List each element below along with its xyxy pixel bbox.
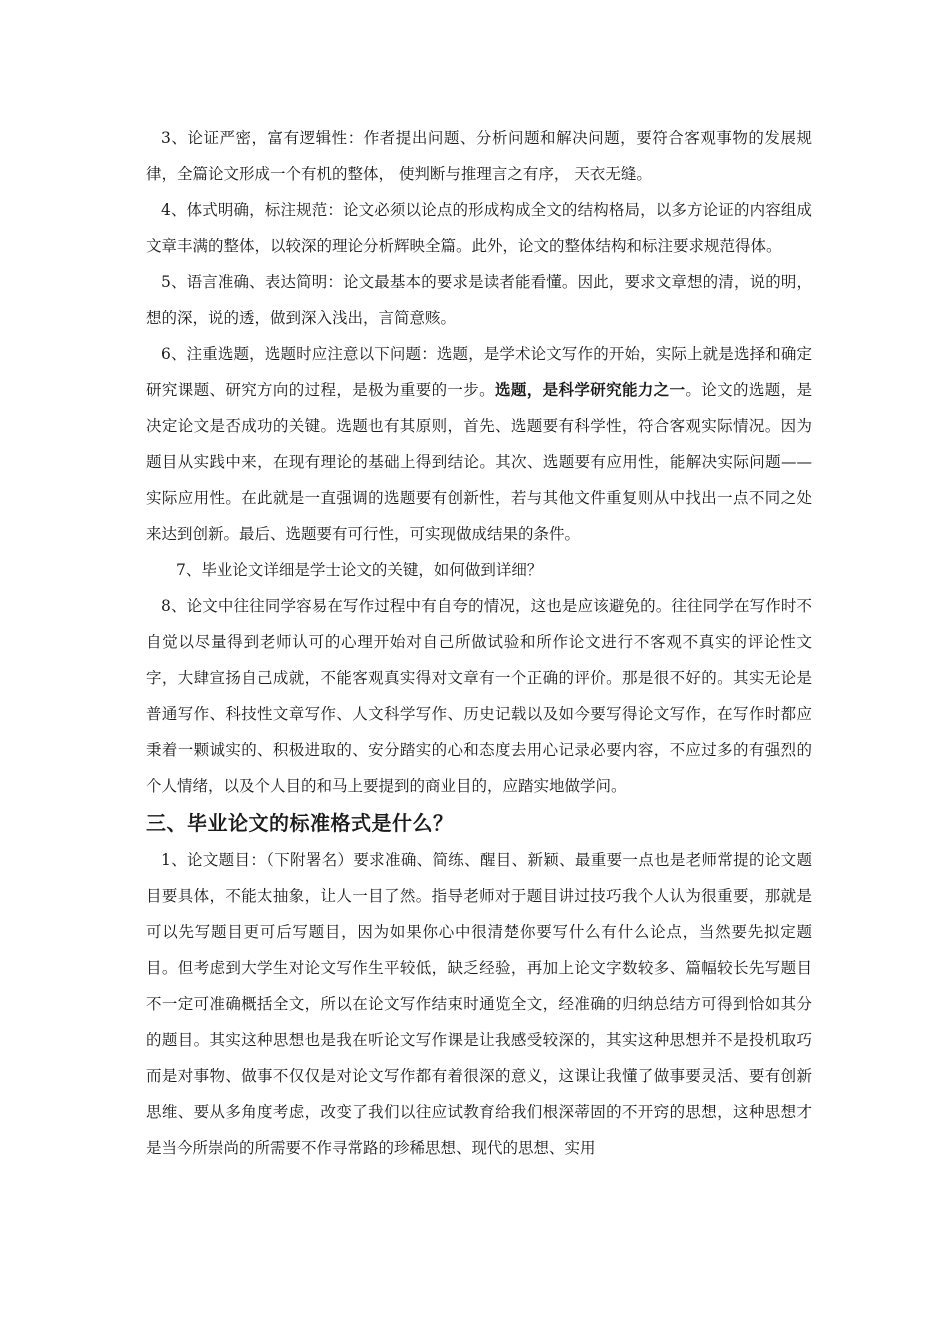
paragraph-topic-selection	[146, 336, 812, 552]
paragraph-logic	[146, 120, 812, 192]
emphasis-text: 选题，是科学研究能力之一	[495, 380, 686, 399]
document-body	[146, 120, 812, 1166]
paragraph-text: 1、论文题目：（下附署名）要求准确、简练、醒目、新颖、最重要一点也是老师常提的论文题目要具体，不能太抽象，让人一目了然。指导老师对于题目讲过技巧我个人认为很重要，那就是可以先写题目更可后写题目，因为如果你心中很清楚你要写什么有什么论点，当然要先拟定题目。但考虑到大学生对论文写作生平较低，缺乏经验，再加上论文字数较多、篇幅较长先写题目不一定可准确概括全文，所以在论文写作结束时通览全文，经准确的归纳总结方可得到恰如其分的题目。其实这种思想也是我在听论文写作课是让我感受较深的，其实这种思想并不是投机取巧而是对事物、做事不仅仅是对论文写作都有着很深的意义，这课让我懂了做事要灵活、要有创新思维、要从多角度考虑，改变了我们以往应试教育给我们根深蒂固的不开窍的思想，这种思想才是当今所崇尚的所需要不作寻常路的珍稀思想、现代的思想、实用	[146, 851, 812, 1157]
section-heading: 三、毕业论文的标准格式是什么？	[146, 811, 454, 835]
paragraph-text: 4、体式明确，标注规范：论文必须以论点的形成构成全文的结构格局，以多方论证的内容组成文章丰满的整体，以较深的理论分析辉映全篇。此外，论文的整体结构和标注要求规范得体。	[146, 201, 812, 255]
paragraph-detail-question	[146, 552, 812, 588]
paragraph-text: 8、论文中往往同学容易在写作过程中有自夸的情况，这也是应该避免的。往往同学在写作时不自觉以尽量得到老师认可的心理开始对自己所做试验和所作论文进行不客观不真实的评论性文字，大肆宣扬自己成就，不能客观真实得对文章有一个正确的评价。那是很不好的。其实无论是普通写作、科技性文章写作、人文科学写作、历史记载以及如今要写得论文写作，在写作时都应秉着一颗诚实的、积极进取的、安分踏实的心和态度去用心记录必要内容，不应过多的有强烈的个人情绪，以及个人目的和马上要提到的商业目的，应踏实地做学问。	[146, 597, 812, 795]
paragraph-format	[146, 192, 812, 264]
paragraph-text: 3、论证严密，富有逻辑性：作者提出问题、分析问题和解决问题，要符合客观事物的发展规律，全篇论文形成一个有机的整体， 使判断与推理言之有序， 天衣无缝。	[146, 129, 812, 183]
paragraph-text: 6、注重选题，选题时应注意以下问题：选题，是学术论文写作的开始，实际上就是选择和确定研究课题、研究方向的过程，是极为重要的一步。	[146, 345, 812, 399]
paragraph-objectivity	[146, 588, 812, 804]
paragraph-text: 。论文的选题，是决定论文是否成功的关键。选题也有其原则，首先、选题要有科学性，符合客观实际情况。因为题目从实践中来，在现有理论的基础上得到结论。其次、选题要有应用性，能解决实际问题——实际应用性。在此就是一直强调的选题要有创新性，若与其他文件重复则从中找出一点不同之处来达到创新。最后、选题要有可行性，可实现做成结果的条件。	[146, 381, 812, 543]
paragraph-text: 7、毕业论文详细是学士论文的关键，如何做到详细？	[176, 561, 543, 579]
paragraph-text: 5、语言准确、表达简明：论文最基本的要求是读者能看懂。因此，要求文章想的清，说的明，想的深，说的透，做到深入浅出，言简意赅。	[146, 273, 812, 327]
paragraph-language	[146, 264, 812, 336]
paragraph-thesis-title	[146, 842, 812, 1166]
